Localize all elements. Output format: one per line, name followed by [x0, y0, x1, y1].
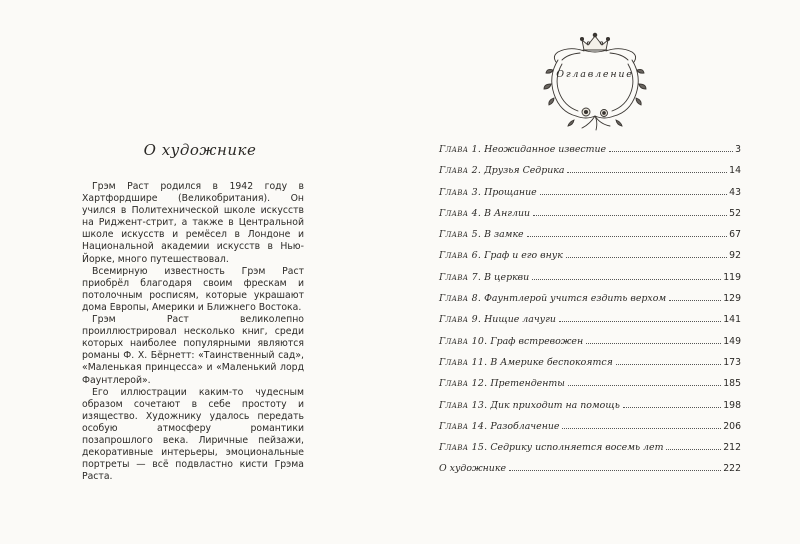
toc-label	[439, 378, 565, 389]
bio-paragraph: Его иллюстрации каким-то чудесным образом сочетают в себе простоту и изящество. Художнику удалось передать особую атмосферу романтики позапрошлого века. Лиричные пейзажи, декоративные интерьеры, эмоциональные портреты — всё подвластно кисти Грэма Раста.	[82, 386, 304, 483]
toc-page: 129	[723, 293, 741, 305]
toc-title: Граф встревожен	[490, 335, 584, 347]
toc-title: Прощание	[484, 186, 537, 198]
toc-chapter: Глава 9.	[439, 314, 482, 326]
toc-page: 92	[729, 250, 741, 262]
dot-leader	[532, 279, 721, 280]
toc-title: Фаунтлерой учится ездить верхом	[484, 293, 667, 305]
toc-entry	[439, 165, 741, 186]
dot-leader	[609, 151, 733, 152]
toc-page: 43	[729, 186, 741, 198]
toc-chapter: Глава 14.	[439, 420, 488, 432]
right-page	[400, 0, 800, 544]
toc-label	[439, 357, 613, 368]
artist-bio	[82, 181, 304, 483]
toc-title: О художнике	[439, 463, 506, 475]
bio-paragraph: Грэм Раст родился в 1942 году в Хартфордшире (Великобритания). Он учился в Политехнической школе искусств на Риджент-стрит, а также в Центральной школе искусств и ремёсел в Лондоне и Национальной академии искусств в Нью-Йорке, много путешествовал.	[82, 181, 304, 265]
toc-label	[439, 314, 556, 325]
toc-title: Неожиданное известие	[484, 144, 607, 155]
dot-leader	[559, 321, 721, 322]
toc-entry	[439, 144, 741, 165]
toc-page: 198	[723, 399, 741, 411]
toc-chapter: Глава 4.	[439, 207, 482, 219]
toc-chapter: Глава 15.	[439, 442, 488, 454]
toc-page: 173	[723, 356, 741, 368]
toc-title: В церкви	[484, 271, 530, 283]
toc-chapter: Глава 2.	[439, 165, 482, 177]
toc-title: В Англии	[484, 207, 531, 219]
toc-entry	[439, 421, 741, 442]
toc-entry	[439, 272, 741, 293]
toc-entry	[439, 400, 741, 421]
toc-entry	[439, 463, 741, 484]
toc-label	[439, 272, 529, 283]
toc-page: 206	[723, 420, 741, 432]
toc-page: 52	[729, 207, 741, 219]
toc-title: Друзья Седрика	[484, 165, 565, 177]
toc-page: 185	[723, 378, 741, 390]
toc-page: 222	[723, 463, 741, 475]
toc-title: Граф и его внук	[484, 250, 563, 262]
dot-leader	[527, 236, 728, 237]
toc-page: 14	[729, 165, 741, 177]
toc-page: 212	[723, 442, 741, 454]
toc-page: 149	[723, 335, 741, 347]
toc-title: Нищие лачуги	[484, 314, 556, 326]
toc-chapter: Глава 3.	[439, 186, 482, 198]
toc-entry	[439, 314, 741, 335]
toc-chapter: Глава 6.	[439, 250, 482, 262]
toc-entry	[439, 442, 741, 463]
toc-chapter: Глава 10.	[439, 335, 488, 347]
page-title: О художнике	[143, 141, 257, 159]
toc-entry	[439, 187, 741, 208]
toc-label	[439, 463, 506, 474]
bio-paragraph: Всемирную известность Грэм Раст приобрёл благодаря своим фрескам и потолочным росписям, которые украшают дома Европы, Америки и Ближнего Востока.	[82, 265, 304, 313]
dot-leader	[533, 215, 727, 216]
dot-leader	[586, 343, 721, 344]
contents-heading: Оглавление	[556, 69, 634, 80]
dot-leader	[623, 407, 721, 408]
toc-title: Дик приходит на помощь	[490, 399, 620, 411]
toc-label	[439, 144, 606, 155]
dot-leader	[567, 172, 727, 173]
toc-title: Седрику исполняется восемь лет	[490, 442, 664, 454]
toc-page: 141	[723, 314, 741, 326]
dot-leader	[669, 300, 721, 301]
toc-entry	[439, 336, 741, 357]
dot-leader	[509, 470, 721, 471]
dot-leader	[566, 257, 727, 258]
toc-label	[439, 400, 620, 411]
toc-page: 3	[735, 144, 741, 155]
toc-label	[439, 165, 564, 176]
toc-chapter: Глава 1.	[439, 144, 482, 155]
dot-leader	[616, 364, 721, 365]
toc-chapter: Глава 7.	[439, 271, 482, 283]
toc-page: 67	[729, 229, 741, 241]
toc-label	[439, 421, 559, 432]
table-of-contents	[439, 144, 741, 485]
toc-label	[439, 208, 530, 219]
toc-entry	[439, 357, 741, 378]
toc-entry	[439, 208, 741, 229]
toc-chapter: Глава 8.	[439, 293, 482, 305]
toc-label	[439, 336, 583, 347]
toc-chapter: Глава 13.	[439, 399, 488, 411]
toc-chapter: Глава 12.	[439, 378, 488, 390]
dot-leader	[540, 194, 727, 195]
toc-chapter: Глава 5.	[439, 229, 482, 241]
dot-leader	[568, 385, 721, 386]
toc-entry	[439, 229, 741, 250]
dot-leader	[562, 428, 721, 429]
toc-label	[439, 442, 663, 453]
toc-title: В замке	[484, 229, 524, 241]
toc-entry	[439, 250, 741, 271]
toc-chapter: Глава 11.	[439, 356, 488, 368]
toc-title: Претенденты	[490, 378, 565, 390]
toc-entry	[439, 293, 741, 314]
dot-leader	[666, 449, 721, 450]
toc-label	[439, 293, 666, 304]
toc-page: 119	[723, 271, 741, 283]
toc-label	[439, 187, 537, 198]
toc-title: Разоблачение	[490, 420, 560, 432]
toc-entry	[439, 378, 741, 399]
toc-label	[439, 250, 563, 261]
bio-paragraph: Грэм Раст великолепно проиллюстрировал несколько книг, среди которых наиболее популярными являются романы Ф. Х. Бёрнетт: «Таинственный сад», «Маленькая принцесса» и «Маленький лорд Фаунтлерой».	[82, 314, 304, 386]
toc-label	[439, 229, 524, 240]
toc-title: В Америке беспокоятся	[490, 356, 613, 368]
